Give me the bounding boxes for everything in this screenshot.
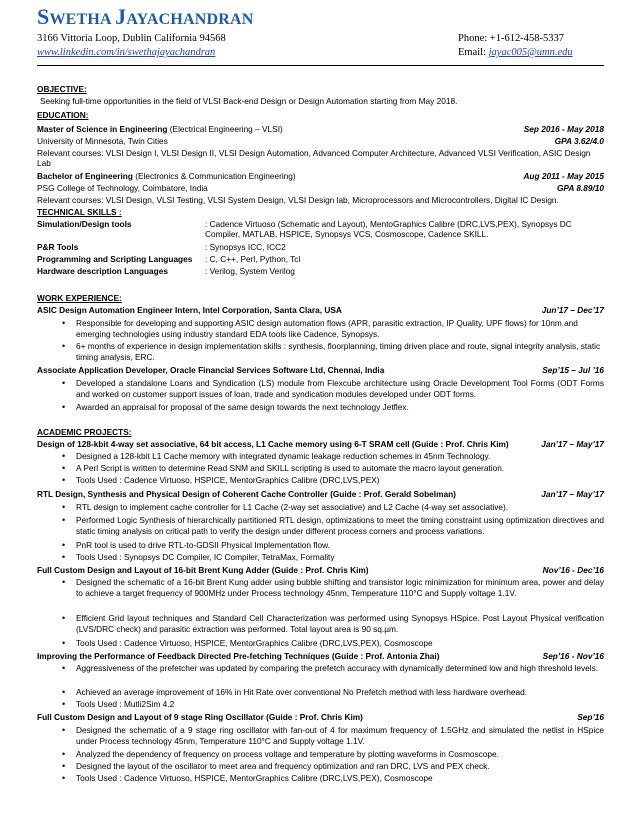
job-bullet: • 6+ months of experience in design implementation skills : synthesis, floorplanning, timing driven place and route, signal integrity analysis, static timing analysis, ERC. (76, 341, 604, 362)
project-bullet: • PnR tool is used to drive RTL-to-GDSII Physical Implementation flow. (76, 540, 604, 551)
candidate-name: SWETHA JAYACHANDRAN (37, 4, 254, 29)
project-title: RTL Design, Synthesis and Physical Design of Coherent Cache Controller (Guide : Prof. Gerald Sobelman) Jan’17 – May’17 (37, 489, 604, 499)
project-bullet: • RTL design to implement cache controller for L1 Cache (2-way set associative) and L2 Cache (4-way set associative). (76, 502, 604, 513)
project-bullet: • Designed the schematic of a 9 stage ring oscillator with fan-out of 4 for maximum frequency of 1.5GHz and simulated the netlist in HSpice under Process technology 45nm, Temperature 110°C and Supply voltage 1.1V. (76, 725, 604, 746)
edu-courses: Relevant courses: VLSI Design I, VLSI Design II, VLSI Design Automation, Advanced Computer Architecture, Advanced VLSI Verification, ASIC Design Lab (37, 148, 591, 169)
project-bullet: • Tools Used : Cadence Virtuoso, HSPICE, MentorGraphics Calibre (DRC,LVS,PEX), Cosmoscope (76, 638, 604, 649)
objective-text: Seeking full-time opportunities in the field of VLSI Back-end Design or Design Automation starting from May 2018. (40, 96, 458, 106)
skills-heading: TECHNICAL SKILLS : (37, 207, 122, 217)
project-bullet: • Efficient Grid layout techniques and Standard Cell Characterization was performed using Synopsys HSpice. Post Layout Physical verification (LVS/DRC check) and parasitic extraction was performed. Total layout area is 90 sq.µm. (76, 613, 604, 634)
project-bullet: • Designed a 128-kbit L1 Cache memory with integrated dynamic leakage reduction schemes in 45nm Technology. (76, 451, 604, 462)
linkedin-link[interactable]: www.linkedin.com/in/swethajayachandran (37, 47, 216, 58)
phone: Phone: +1-612-458-5337 (458, 33, 564, 44)
edu-degree-line: Master of Science in Engineering (Electrical Engineering – VLSI) Sep 2016 - May 2018 (37, 124, 604, 134)
work-heading: WORK EXPERIENCE: (37, 293, 122, 303)
job-bullet: • Awarded an appraisal for proposal of the same design towards the next technology Jetflex. (76, 402, 604, 413)
edu-school-line: University of Minnesota, Twin Cities GPA 3.62/4.0 (37, 136, 604, 146)
header-divider (37, 65, 604, 66)
skill-row: Hardware description Languages : Verilog, System Verilog (37, 266, 295, 276)
email-link[interactable]: jayac005@umn.edu (488, 47, 573, 58)
project-bullet: • Achieved an average improvement of 16% in Hit Rate over conventional No Prefetch method with less hardware overhead. (76, 687, 604, 698)
project-bullet: • Designed the schematic of a 16-bit Brent Kung adder using bubble shifting and transistor logic minimization for minimum area, power and delay to achieve a target frequency of 900MHz under Process technology 45nm, Temperature 110°C and Supply voltage 1.1V. (76, 577, 604, 598)
project-bullet: • Tools Used : Mutli2Sim 4.2 (76, 699, 604, 710)
projects-heading: ACADEMIC PROJECTS: (37, 427, 132, 437)
job-title: ASIC Design Automation Engineer Intern, Intel Corporation, Santa Clara, USA Jun’17 – Dec’17 (37, 305, 604, 315)
edu-degree-line: Bachelor of Engineering (Electronics & Communication Engineering) Aug 2011 - May 2015 (37, 171, 604, 181)
project-bullet: • Tools Used : Synopsys DC Compiler, IC Compiler, TetraMax, Formality (76, 552, 604, 563)
project-bullet: • Performed Logic Synthesis of hierarchically partitioned RTL design, optimizations to meet the timing constraint using optimization directives and static timing analysis on critical path to verify the design under different process corners and process variations. (76, 515, 604, 536)
project-bullet: • Designed the layout of the oscillator to meet area and frequency optimization and ran DRC, LVS and PEX check. (76, 761, 604, 772)
project-bullet: • Tools Used : Cadence Virtuoso, HSPICE, MentorGraphics Calibre (DRC,LVS,PEX), Cosmoscope (76, 773, 604, 784)
project-title: Full Custom Design and Layout of 9 stage Ring Oscillator (Guide : Prof. Chris Kim) Sep’16 (37, 712, 604, 722)
education-heading: EDUCATION: (37, 110, 89, 120)
skill-row: P&R Tools : Synopsys ICC, ICC2 (37, 242, 286, 252)
skill-row: Programming and Scripting Languages : C, C++, Perl, Python, Tcl (37, 254, 301, 264)
project-title: Design of 128-kbit 4-way set associative, 64 bit access, L1 Cache memory using 6-T SRAM cell (Guide : Prof. Chris Kim) Jan’17 – May’17 (37, 439, 604, 449)
address: 3166 Vittoria Loop, Dublin California 94568 (37, 33, 226, 44)
project-title: Full Custom Design and Layout of 16-bit Brent Kung Adder (Guide : Prof. Chris Kim) Nov’16 - Dec’16 (37, 565, 604, 575)
edu-school-line: PSG College of Technology, Coimbatore, India GPA 8.89/10 (37, 183, 604, 193)
project-bullet: • Analyzed the dependency of frequency on process voltage and temperature by plotting waveforms in Cosmoscope. (76, 749, 604, 760)
job-title: Associate Application Developer, Oracle Financial Services Software Ltd, Chennai, India Sep’15 – Jul ’16 (37, 365, 604, 375)
project-title: Improving the Performance of Feedback Directed Pre-fetching Techniques (Guide : Prof. Antonia Zhai) Sep’16 - Nov’16 (37, 651, 604, 661)
project-bullet: • Tools Used : Cadence Virtuoso, HSPICE, MentorGraphics Calibre (DRC,LVS,PEX) (76, 475, 604, 486)
edu-courses: Relevant courses: VLSI Design, VLSI Testing, VLSI System Design, VLSI Design lab, Microprocessors and Microcontrollers, Digital IC Design. (37, 195, 559, 205)
skill-row: Simulation/Design tools : Cadence Virtuoso (Schematic and Layout), MentoGraphics Calibre (DRC,LVS,PEX), Synopsys DC Compiler, MATLAB, HSPICE, Synopsys VCS, Cosmoscope, Cadence SKILL. (37, 219, 572, 240)
job-bullet: • Responsible for developing and supporting ASIC design automation flows (APR, parasitic extraction, IP Quality, UPF flows) for 10nm and emerging technologies using industry standard EDA tools like Cadence, Synopsys. (76, 318, 604, 339)
project-bullet: • Aggressiveness of the prefetcher was updated by comparing the prefetch accuracy with dynamically determined low and high threshold levels. (76, 663, 604, 674)
job-bullet: • Developed a standalone Loans and Syndication (LS) module from Flexcube architecture using Oracle Development Tool Forms (ODT Forms and worked on customer support issues of loan, trade and syndication modules developed under ODT forms. (76, 378, 604, 399)
project-bullet: • A Perl Script is written to determine Read SNM and SKILL scripting is used to automate the macro layout generation. (76, 463, 604, 474)
objective-heading: OBJECTIVE: (37, 84, 87, 94)
email-line: Email: jayac005@umn.edu (458, 47, 573, 58)
